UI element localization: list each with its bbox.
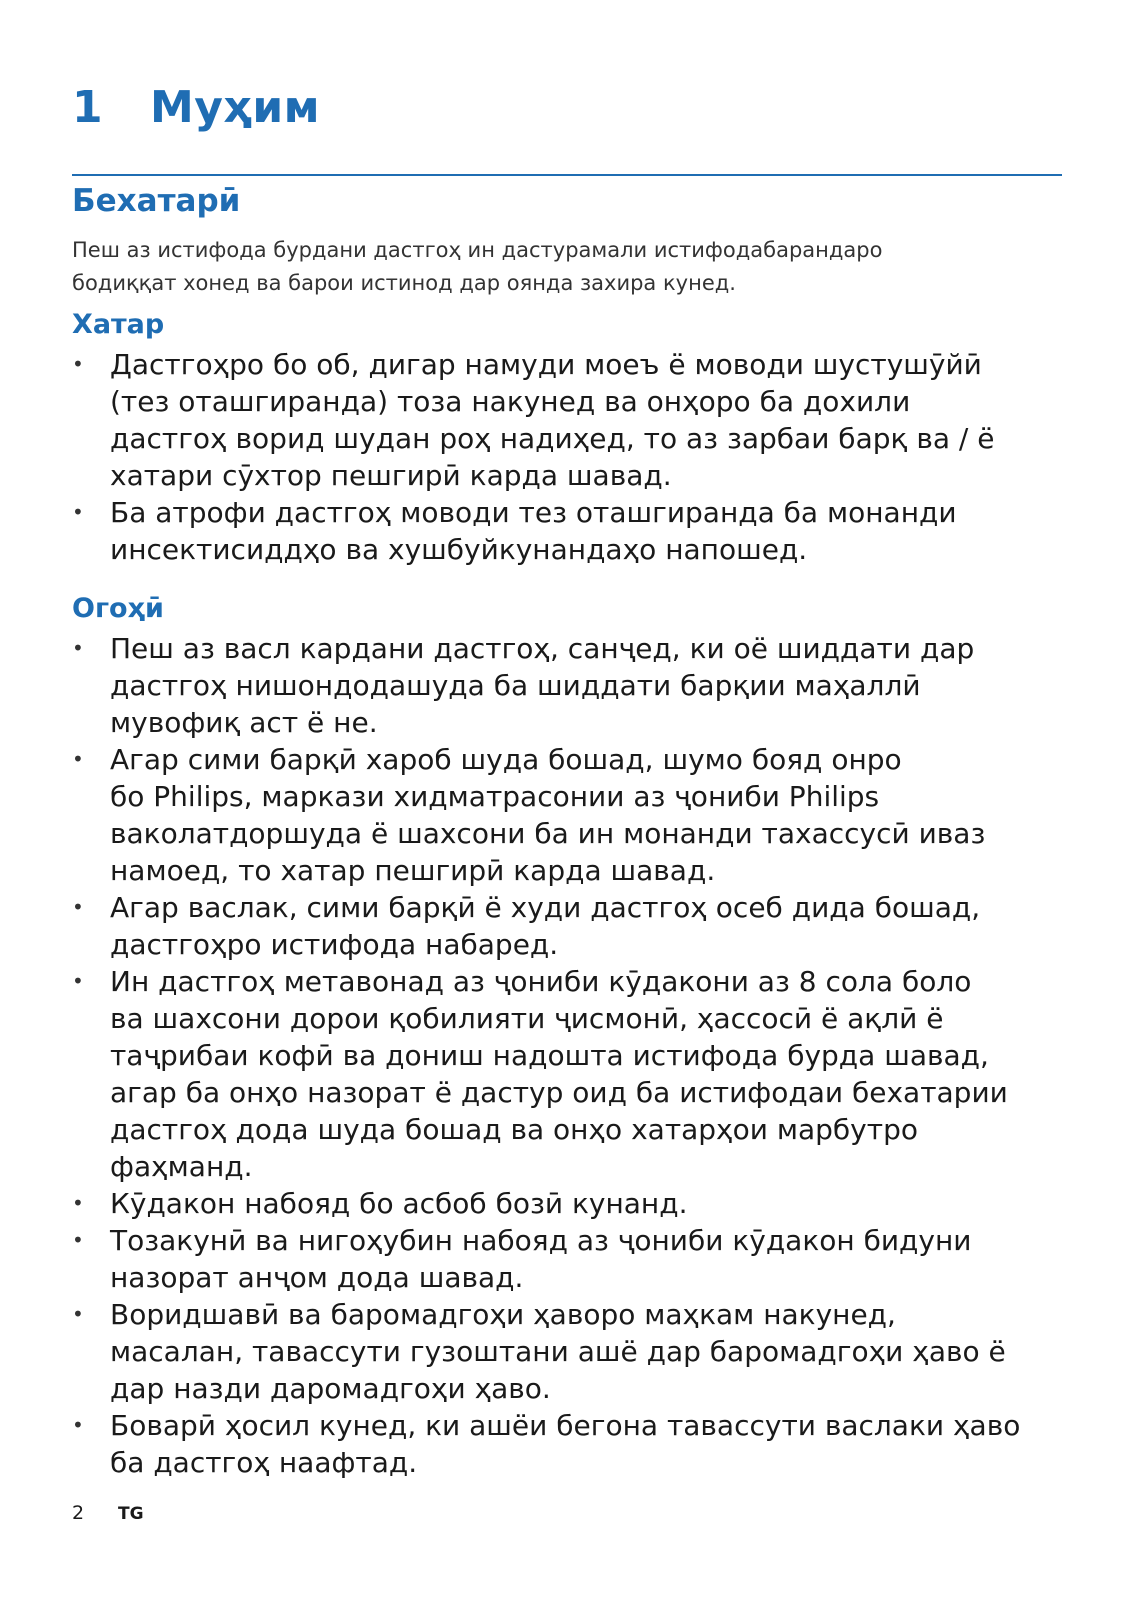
- chapter-heading: [72, 82, 320, 133]
- danger-heading: Хатар: [72, 309, 165, 340]
- list-item: [72, 1185, 1062, 1222]
- list-item: [72, 889, 1062, 963]
- intro-line: Пеш аз истифода бурдани дастгоҳ ин дастурамали истифодабарандаро: [72, 238, 883, 262]
- list-item-line: мувофиқ аст ё не.: [110, 706, 378, 739]
- list-item-line: ва шахсони дорои қобилияти ҷисмонӣ, ҳассосӣ ё ақлӣ ё: [110, 1002, 944, 1035]
- list-item-line: дастгоҳ нишондодашуда ба шиддати барқии маҳаллӣ: [110, 669, 921, 702]
- document-page: [72, 0, 1062, 1601]
- list-item: [72, 1296, 1062, 1407]
- list-item: [72, 1407, 1062, 1481]
- section-title: Бехатарӣ: [72, 183, 241, 219]
- danger-list: [72, 346, 1062, 568]
- chapter-title: Муҳим: [150, 82, 321, 133]
- chapter-number: 1: [72, 82, 104, 133]
- page-content: [72, 178, 1062, 1481]
- list-item-line: бо Philips, маркази хидматрасонии аз ҷониби Philips: [110, 780, 880, 813]
- language-code: TG: [118, 1504, 144, 1524]
- list-item-line: ваколатдоршуда ё шахсони ба ин монанди тахассусӣ иваз: [110, 817, 986, 850]
- list-item-line: масалан, тавассути гузоштани ашё дар баромадгоҳи ҳаво ё: [110, 1335, 1006, 1368]
- list-item: [72, 963, 1062, 1185]
- list-item: [72, 494, 1062, 568]
- list-item-line: Ба атрофи дастгоҳ моводи тез оташгиранда ба монанди: [110, 496, 957, 529]
- bullet-marker: •: [72, 1302, 84, 1326]
- list-item-line: ба дастгоҳ наафтад.: [110, 1446, 418, 1479]
- list-item-line: инсектисиддҳо ва хушбуйкунандаҳо напошед.: [110, 533, 808, 566]
- bullet-marker: •: [72, 352, 84, 376]
- bullet-marker: •: [72, 895, 84, 919]
- list-item-line: Воридшавӣ ва баромадгоҳи ҳаворо маҳкам накунед,: [110, 1298, 896, 1331]
- bullet-marker: •: [72, 1228, 84, 1252]
- page-footer: [72, 1502, 144, 1524]
- list-item-line: Кӯдакон набояд бо асбоб бозӣ кунанд.: [110, 1187, 688, 1220]
- list-item: [72, 741, 1062, 889]
- list-item-line: таҷрибаи кофӣ ва дониш надошта истифода бурда шавад,: [110, 1039, 989, 1072]
- bullet-marker: •: [72, 1413, 84, 1437]
- list-item: [72, 1222, 1062, 1296]
- bullet-marker: •: [72, 500, 84, 524]
- intro-line: бодиққат хонед ва барои истинод дар оянда захира кунед.: [72, 271, 736, 295]
- list-item-line: Пеш аз васл кардани дастгоҳ, санҷед, ки оё шиддати дар: [110, 632, 975, 665]
- list-item-line: хатари сӯхтор пешгирӣ карда шавад.: [110, 459, 672, 492]
- warning-heading: Огоҳӣ: [72, 593, 164, 624]
- list-item-line: агар ба онҳо назорат ё дастур оид ба истифодаи бехатарии: [110, 1076, 1008, 1109]
- list-item-line: дастгоҳро истифода набаред.: [110, 928, 559, 961]
- list-item-line: дастгоҳ ворид шудан роҳ надиҳед, то аз зарбаи барқ ва / ё: [110, 422, 995, 455]
- list-item-line: фаҳманд.: [110, 1150, 253, 1183]
- heading-divider: [72, 174, 1062, 176]
- list-item-line: Агар сими барқӣ хароб шуда бошад, шумо бояд онро: [110, 743, 902, 776]
- list-item-line: дастгоҳ дода шуда бошад ва онҳо хатарҳои марбутро: [110, 1113, 918, 1146]
- list-item-line: Ин дастгоҳ метавонад аз ҷониби кӯдакони аз 8 сола боло: [110, 965, 972, 998]
- list-item: [72, 630, 1062, 741]
- list-item-line: Дастгоҳро бо об, дигар намуди моеъ ё моводи шустушӯйӣ: [110, 348, 982, 381]
- list-item: [72, 346, 1062, 494]
- list-item-line: Тозакунӣ ва нигоҳубин набояд аз ҷониби кӯдакон бидуни: [110, 1224, 972, 1257]
- page-number: 2: [72, 1502, 85, 1524]
- list-item-line: намоед, то хатар пешгирӣ карда шавад.: [110, 854, 716, 887]
- list-item-line: назорат анҷом дода шавад.: [110, 1261, 524, 1294]
- warning-list: [72, 630, 1062, 1481]
- bullet-marker: •: [72, 747, 84, 771]
- list-item-line: дар назди даромадгоҳи ҳаво.: [110, 1372, 551, 1405]
- intro-paragraph: [72, 234, 1062, 300]
- bullet-marker: •: [72, 636, 84, 660]
- bullet-marker: •: [72, 1191, 84, 1215]
- list-item-line: Боварӣ ҳосил кунед, ки ашёи бегона тавассути васлаки ҳаво: [110, 1409, 1021, 1442]
- list-item-line: Агар васлак, сими барқӣ ё худи дастгоҳ осеб дида бошад,: [110, 891, 981, 924]
- list-item-line: (тез оташгиранда) тоза накунед ва онҳоро ба дохили: [110, 385, 911, 418]
- bullet-marker: •: [72, 969, 84, 993]
